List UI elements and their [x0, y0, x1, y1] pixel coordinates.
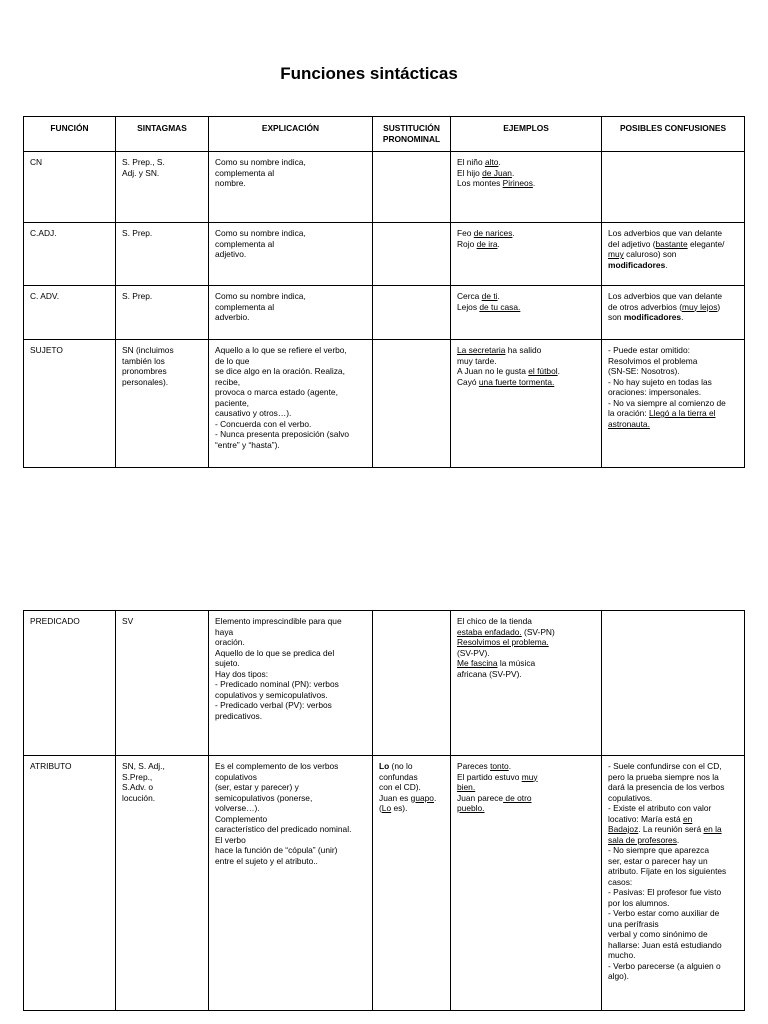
cell-line — [608, 356, 738, 367]
cell-ejemplos — [451, 340, 602, 468]
cell-funcion: CN — [24, 152, 116, 223]
cell-line — [457, 648, 595, 659]
text-segment: - Puede estar omitido: — [608, 345, 690, 355]
cell-line: Es el complemento de los verbos — [215, 761, 339, 771]
cell-line: - Predicado nominal (PN): verbos — [215, 679, 339, 689]
cell-line — [379, 803, 444, 814]
cell-line — [457, 239, 595, 250]
cell-line — [608, 887, 738, 898]
table-row — [24, 611, 745, 756]
functions-table-part-2 — [23, 610, 745, 1011]
cell-line: “entre” y “hasta”). — [215, 439, 280, 450]
cell-line — [608, 312, 738, 323]
text-segment: . — [433, 792, 437, 803]
table-row — [24, 223, 745, 286]
cell-line — [608, 291, 738, 302]
underlined-text: guapo — [410, 792, 434, 803]
text-segment: . — [557, 366, 560, 376]
cell-line — [608, 366, 738, 377]
text-segment: es). — [391, 803, 408, 813]
cell-funcion: SUJETO — [24, 340, 116, 468]
text-segment: - No va siempre al comienzo de — [608, 397, 726, 408]
cell-line — [608, 856, 738, 867]
cell-line — [608, 398, 738, 409]
cell-line: entre el sujeto y el atributo.. — [215, 855, 318, 866]
text-segment: oraciones: impersonales. — [608, 387, 702, 397]
cell-line: complementa al — [215, 238, 275, 249]
underlined-text: de Juan — [482, 167, 512, 178]
cell-line — [608, 761, 738, 772]
cell-explicacion — [209, 340, 373, 468]
cell-line — [457, 761, 595, 772]
cell-line — [457, 616, 595, 627]
cell-line — [608, 866, 738, 877]
cell-line — [379, 793, 444, 804]
header-sintagmas: SINTAGMAS — [116, 117, 209, 152]
table-header-row — [24, 117, 745, 152]
table-row — [24, 286, 745, 340]
text-segment: locativo: María está — [608, 813, 683, 824]
cell-line: hace la función de “cópula” (unir) — [215, 845, 338, 855]
cell-line — [457, 658, 595, 669]
text-segment: El chico de la tienda — [457, 616, 532, 626]
cell-line: S.Prep., — [122, 771, 153, 782]
text-segment: - Pasivas: El profesor fue visto — [608, 887, 722, 897]
cell-line — [608, 898, 738, 909]
cell-explicacion — [209, 611, 373, 756]
cell-explicacion — [209, 756, 373, 1011]
cell-line — [379, 772, 444, 783]
text-segment: hallarse: Juan está estudiando — [608, 939, 722, 950]
cell-line: SN (incluimos — [122, 345, 174, 355]
cell-line: complementa al — [215, 301, 275, 312]
underlined-text: de tu casa. — [479, 301, 521, 312]
cell-line: S. Prep. — [122, 228, 153, 238]
cell-sustitucion — [373, 340, 451, 468]
cell-line: personales). — [122, 376, 169, 387]
cell-line — [608, 387, 738, 398]
cell-sintagmas — [116, 340, 209, 468]
cell-line: nombre. — [215, 178, 246, 188]
cell-line: Complemento — [215, 813, 268, 824]
underlined-text: tonto — [490, 761, 509, 771]
cell-line — [608, 782, 738, 793]
text-segment: por los alumnos. — [608, 897, 670, 908]
cell-explicacion — [209, 152, 373, 223]
cell-line: también los — [122, 355, 165, 366]
cell-line: SV — [122, 616, 134, 626]
cell-line — [608, 950, 738, 961]
cell-line: Como su nombre indica, — [215, 291, 306, 301]
cell-explicacion — [209, 286, 373, 340]
text-segment: A Juan no le gusta — [457, 366, 529, 376]
text-segment: pero la prueba siempre nos la — [608, 771, 719, 782]
cell-line — [608, 419, 738, 430]
cell-line — [608, 408, 738, 419]
cell-line — [608, 814, 738, 825]
text-segment: caluroso) son — [623, 249, 677, 259]
text-segment: . — [512, 228, 515, 238]
cell-line — [608, 260, 738, 271]
cell-confusiones — [602, 152, 745, 223]
cell-line: sujeto. — [215, 658, 240, 668]
cell-line — [457, 302, 595, 313]
text-segment: . — [511, 167, 515, 178]
cell-line: copulativos y semicopulativos. — [215, 689, 328, 700]
cell-line — [457, 377, 595, 388]
cell-line: oración. — [215, 637, 245, 647]
text-segment: Resolvimos el problema — [608, 355, 698, 366]
underlined-text: de otro — [503, 792, 532, 803]
text-segment: . — [532, 178, 536, 188]
cell-funcion: C.ADJ. — [24, 223, 116, 286]
cell-line — [608, 803, 738, 814]
text-segment: con el CD). — [379, 782, 421, 792]
cell-line — [608, 919, 738, 930]
cell-funcion: ATRIBUTO — [24, 756, 116, 1011]
underlined-text: bien. — [457, 782, 476, 792]
cell-line: de lo que — [215, 355, 250, 366]
text-segment: mucho. — [608, 950, 636, 960]
cell-line — [608, 377, 738, 388]
text-segment: El hijo — [457, 167, 483, 178]
text-segment: . — [665, 259, 668, 270]
cell-sintagmas — [116, 286, 209, 340]
text-segment: Lejos — [457, 301, 480, 312]
cell-line: pronombres — [122, 366, 167, 376]
cell-line — [608, 877, 738, 888]
underlined-text: bastante — [655, 238, 688, 249]
header-funcion: FUNCIÓN — [24, 117, 116, 152]
cell-line — [608, 239, 738, 250]
cell-confusiones — [602, 611, 745, 756]
text-segment: - Existe el atributo con valor — [608, 803, 712, 813]
text-segment: casos: — [608, 876, 633, 887]
cell-line — [608, 793, 738, 804]
text-segment: ser, estar o parecer hay un — [608, 855, 708, 866]
underlined-text: Me fascina — [457, 658, 498, 668]
cell-line — [608, 845, 738, 856]
text-segment: - Suele confundirse con el CD, — [608, 761, 722, 771]
text-segment: - Verbo estar como auxiliar de — [608, 908, 720, 918]
text-segment: (SN-SE: Nosotros). — [608, 366, 680, 376]
cell-line: - Nunca presenta preposición (salvo — [215, 429, 350, 439]
text-segment: . — [676, 834, 680, 845]
underlined-text: muy — [608, 249, 624, 259]
cell-sintagmas — [116, 152, 209, 223]
text-segment: ( — [379, 803, 382, 813]
underlined-text: Badajoz — [608, 824, 639, 834]
cell-ejemplos — [451, 611, 602, 756]
table-row — [24, 152, 745, 223]
cell-sustitucion — [373, 152, 451, 223]
text-segment: . La reunión será — [638, 824, 704, 834]
text-segment: . — [497, 291, 500, 301]
text-segment: africana (SV-PV). — [457, 668, 522, 679]
cell-line: complementa al — [215, 167, 275, 178]
underlined-text: sala de profesores — [608, 834, 677, 845]
underlined-text: pueblo. — [457, 803, 485, 813]
cell-line: copulativos — [215, 771, 257, 782]
header-confusiones: POSIBLES CONFUSIONES — [602, 117, 745, 152]
cell-line: se dice algo en la oración. Realiza, — [215, 366, 345, 376]
text-segment: . — [681, 312, 684, 322]
cell-line: haya — [215, 626, 234, 637]
text-segment: elegante/ — [687, 238, 725, 249]
bold-text: modificadores — [608, 259, 666, 270]
cell-line: adjetivo. — [215, 249, 247, 259]
cell-line: S. Prep. — [122, 291, 153, 301]
cell-line: (ser, estar y parecer) y — [215, 782, 299, 792]
cell-sustitucion — [373, 286, 451, 340]
text-segment: (no lo — [389, 761, 413, 771]
cell-line — [608, 772, 738, 783]
header-sustitucion: SUSTITUCIÓN PRONOMINAL — [373, 117, 451, 152]
cell-line: Aquello de lo que se predica del — [215, 647, 335, 658]
bold-text: Lo — [379, 761, 390, 771]
header-ejemplos: EJEMPLOS — [451, 117, 602, 152]
cell-line — [608, 249, 738, 260]
cell-sustitucion — [373, 611, 451, 756]
cell-line — [457, 782, 595, 793]
text-segment: . — [497, 238, 500, 249]
cell-line — [608, 929, 738, 940]
cell-line: adverbio. — [215, 312, 250, 322]
table-row — [24, 340, 745, 468]
underlined-text: en — [682, 813, 693, 824]
text-segment: - No hay sujeto en todas las — [608, 376, 712, 387]
cell-line — [608, 824, 738, 835]
cell-line — [608, 835, 738, 846]
cell-funcion: C. ADV. — [24, 286, 116, 340]
text-segment: Juan es — [379, 792, 411, 803]
text-segment: . — [498, 157, 501, 167]
cell-line: S.Adv. o — [122, 782, 154, 792]
underlined-text: alto — [484, 157, 499, 167]
underlined-text: astronauta. — [608, 418, 650, 429]
cell-line: paciente, — [215, 397, 249, 408]
cell-ejemplos — [451, 756, 602, 1011]
cell-line — [608, 971, 738, 982]
underlined-text: de ti — [481, 291, 498, 301]
cell-line — [608, 302, 738, 313]
cell-ejemplos — [451, 223, 602, 286]
text-segment: confundas — [379, 771, 418, 782]
underlined-text: Lo — [381, 803, 392, 813]
text-segment: Los adverbios que van delante — [608, 291, 723, 301]
underlined-text: una fuerte tormenta. — [478, 376, 555, 387]
text-segment: Los adverbios que van delante — [608, 228, 723, 238]
cell-line — [457, 345, 595, 356]
cell-line: volverse…). — [215, 803, 260, 813]
cell-line: Como su nombre indica, — [215, 157, 306, 167]
cell-line — [457, 291, 595, 302]
cell-line — [379, 782, 444, 793]
cell-ejemplos — [451, 152, 602, 223]
cell-line: semicopulativos (ponerse, — [215, 792, 313, 803]
cell-line — [457, 356, 595, 367]
cell-ejemplos — [451, 286, 602, 340]
text-segment: Juan parece — [457, 792, 504, 803]
underlined-text: muy — [521, 771, 538, 782]
cell-line: Aquello a lo que se refiere el verbo, — [215, 345, 347, 355]
cell-line: S. Prep., S. — [122, 157, 165, 167]
bold-text: modificadores — [623, 312, 682, 322]
cell-explicacion — [209, 223, 373, 286]
text-segment: son — [608, 312, 624, 322]
text-segment: . — [508, 761, 512, 771]
cell-line — [457, 803, 595, 814]
cell-line: Adj. y SN. — [122, 167, 160, 178]
text-segment: verbal y como sinónimo de — [608, 929, 708, 939]
cell-line — [457, 168, 595, 179]
cell-sintagmas — [116, 756, 209, 1011]
text-segment: una perífrasis — [608, 918, 659, 929]
text-segment: El niño — [457, 157, 485, 167]
underlined-text: muy lejos — [682, 301, 718, 312]
cell-line — [608, 908, 738, 919]
text-segment: muy tarde. — [457, 355, 497, 366]
table-row — [24, 756, 745, 1011]
text-segment: Los montes — [457, 178, 503, 188]
cell-line — [457, 669, 595, 680]
cell-funcion: PREDICADO — [24, 611, 116, 756]
cell-confusiones — [602, 286, 745, 340]
cell-line: - Concuerda con el verbo. — [215, 418, 312, 429]
functions-table-part-1 — [23, 116, 745, 468]
text-segment: la música — [497, 658, 536, 668]
cell-confusiones — [602, 223, 745, 286]
cell-line: característico del predicado nominal. — [215, 824, 352, 834]
text-segment: ha salido — [505, 345, 542, 355]
cell-line: predicativos. — [215, 710, 263, 721]
header-explicacion: EXPLICACIÓN — [209, 117, 373, 152]
cell-sustitucion — [373, 756, 451, 1011]
cell-line — [608, 228, 738, 239]
cell-line: Hay dos tipos: — [215, 668, 269, 679]
cell-sintagmas — [116, 223, 209, 286]
text-segment: la oración: — [608, 408, 649, 418]
underlined-text: de narices — [473, 228, 513, 238]
text-segment: de otros adverbios ( — [608, 301, 683, 312]
underlined-text: La secretaria — [457, 345, 506, 355]
text-segment: dará la presencia de los verbos — [608, 782, 725, 792]
underlined-text: en la — [703, 824, 722, 834]
cell-line — [457, 637, 595, 648]
cell-line — [379, 761, 444, 772]
underlined-text: el fútbol — [528, 366, 558, 376]
cell-line: recibe, — [215, 376, 241, 387]
cell-line — [608, 345, 738, 356]
underlined-text: Resolvimos el problema. — [457, 637, 549, 647]
cell-line — [457, 793, 595, 804]
text-segment: copulativos. — [608, 792, 653, 803]
text-segment: ) — [717, 301, 721, 312]
cell-line: El verbo — [215, 834, 246, 845]
cell-line: - Predicado verbal (PV): verbos — [215, 700, 332, 710]
underlined-text: Pirineos — [502, 178, 533, 188]
cell-line: provoca o marca estado (agente, — [215, 387, 338, 397]
text-segment: (SV-PV). — [457, 647, 490, 658]
cell-line: SN, S. Adj., — [122, 761, 165, 771]
cell-line — [457, 366, 595, 377]
cell-confusiones — [602, 340, 745, 468]
text-segment: (SV-PN) — [521, 626, 555, 637]
text-segment: - Verbo parecerse (a alguien o — [608, 960, 721, 971]
cell-sustitucion — [373, 223, 451, 286]
text-segment: algo). — [608, 971, 629, 981]
underlined-text: estaba enfadado. — [457, 626, 522, 637]
text-segment: - No siempre que aparezca — [608, 845, 710, 855]
cell-line: Elemento imprescindible para que — [215, 616, 342, 626]
cell-line — [457, 178, 595, 189]
cell-line — [457, 772, 595, 783]
cell-line — [457, 157, 595, 168]
text-segment: El partido estuvo — [457, 771, 522, 782]
cell-line: causativo y otros…). — [215, 408, 292, 418]
cell-line: locución. — [122, 792, 156, 803]
text-segment: del adjetivo ( — [608, 238, 656, 249]
text-segment: Cayó — [457, 376, 479, 387]
cell-confusiones — [602, 756, 745, 1011]
page-title: Funciones sintácticas — [280, 64, 458, 83]
cell-sintagmas — [116, 611, 209, 756]
text-segment: Rojo — [457, 238, 477, 249]
cell-line — [608, 940, 738, 951]
cell-line — [608, 961, 738, 972]
underlined-text: Llegó a la tierra el — [648, 408, 716, 418]
text-segment: Cerca — [457, 291, 482, 301]
cell-line — [457, 627, 595, 638]
cell-line — [457, 228, 595, 239]
text-segment: atributo. Fíjate en los siguientes — [608, 866, 727, 876]
underlined-text: de ira — [476, 238, 498, 249]
cell-line: Como su nombre indica, — [215, 228, 306, 238]
text-segment: Pareces — [457, 761, 491, 771]
text-segment: Feo — [457, 228, 474, 238]
